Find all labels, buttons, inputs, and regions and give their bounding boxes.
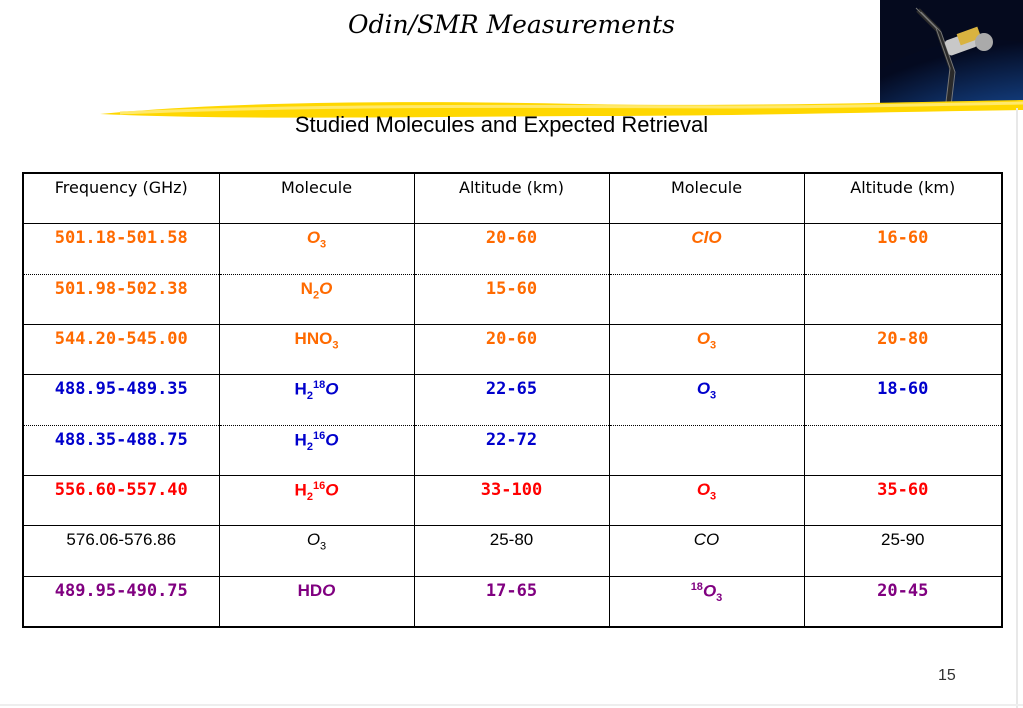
altitude-cell: 20-45 <box>804 576 1002 627</box>
table-row <box>23 425 1002 475</box>
altitude-cell: 25-90 <box>804 526 1002 576</box>
molecule-cell: $H_2^{16}O$ <box>219 425 414 475</box>
frequency-cell: 576.06-576.86 <box>23 526 219 576</box>
table-row <box>23 375 1002 425</box>
frequency-cell: 544.20-545.00 <box>23 324 219 374</box>
molecule-cell: $O_3$ <box>219 526 414 576</box>
frequency-cell: 488.35-488.75 <box>23 425 219 475</box>
molecule-cell <box>609 425 804 475</box>
altitude-cell: 25-80 <box>414 526 609 576</box>
molecule-cell: $N_2O$ <box>219 274 414 324</box>
altitude-cell: 15-60 <box>414 274 609 324</box>
molecule-cell: $HNO_3$ <box>219 324 414 374</box>
table-header-row <box>23 173 1002 224</box>
altitude-cell: 18-60 <box>804 375 1002 425</box>
altitude-cell: 16-60 <box>804 224 1002 274</box>
frequency-cell: 556.60-557.40 <box>23 475 219 525</box>
header-frequency: Frequency (GHz) <box>23 173 219 224</box>
altitude-cell: 35-60 <box>804 475 1002 525</box>
slide-subtitle: Studied Molecules and Expected Retrieval <box>294 112 709 137</box>
frequency-cell: 488.95-489.35 <box>23 375 219 425</box>
header-altitude-2: Altitude (km) <box>804 173 1002 224</box>
altitude-cell: 20-80 <box>804 324 1002 374</box>
molecules-table <box>22 172 1003 628</box>
header-molecule-2: Molecule <box>609 173 804 224</box>
altitude-cell: 17-65 <box>414 576 609 627</box>
molecule-cell <box>609 274 804 324</box>
altitude-cell: 22-65 <box>414 375 609 425</box>
frequency-cell: 489.95-490.75 <box>23 576 219 627</box>
slide-title: Odin/SMR Measurements <box>348 10 675 39</box>
altitude-cell <box>804 274 1002 324</box>
altitude-cell: 22-72 <box>414 425 609 475</box>
right-divider <box>1016 108 1018 708</box>
molecule-cell: ClO <box>609 224 804 274</box>
altitude-cell: 20-60 <box>414 224 609 274</box>
molecule-cell: $H_2^{16}O$ <box>219 475 414 525</box>
molecule-cell: $O_3$ <box>609 475 804 525</box>
table-row <box>23 475 1002 525</box>
molecule-cell: $H_2^{18}O$ <box>219 375 414 425</box>
molecule-cell: HDO <box>219 576 414 627</box>
molecule-cell: $O_3$ <box>609 324 804 374</box>
molecule-cell: $O_3$ <box>219 224 414 274</box>
table-row <box>23 576 1002 627</box>
altitude-cell: 33-100 <box>414 475 609 525</box>
molecule-cell: $^{18}O_3$ <box>609 576 804 627</box>
table-row <box>23 324 1002 374</box>
frequency-cell: 501.18-501.58 <box>23 224 219 274</box>
bottom-divider <box>0 704 1023 706</box>
table-row <box>23 526 1002 576</box>
header-altitude-1: Altitude (km) <box>414 173 609 224</box>
table-row <box>23 274 1002 324</box>
altitude-cell: 20-60 <box>414 324 609 374</box>
satellite-image <box>880 0 1023 108</box>
molecule-cell: $O_3$ <box>609 375 804 425</box>
frequency-cell: 501.98-502.38 <box>23 274 219 324</box>
page-number: 15 <box>938 667 956 684</box>
header-molecule-1: Molecule <box>219 173 414 224</box>
altitude-cell <box>804 425 1002 475</box>
table-row <box>23 224 1002 274</box>
molecule-cell: CO <box>609 526 804 576</box>
